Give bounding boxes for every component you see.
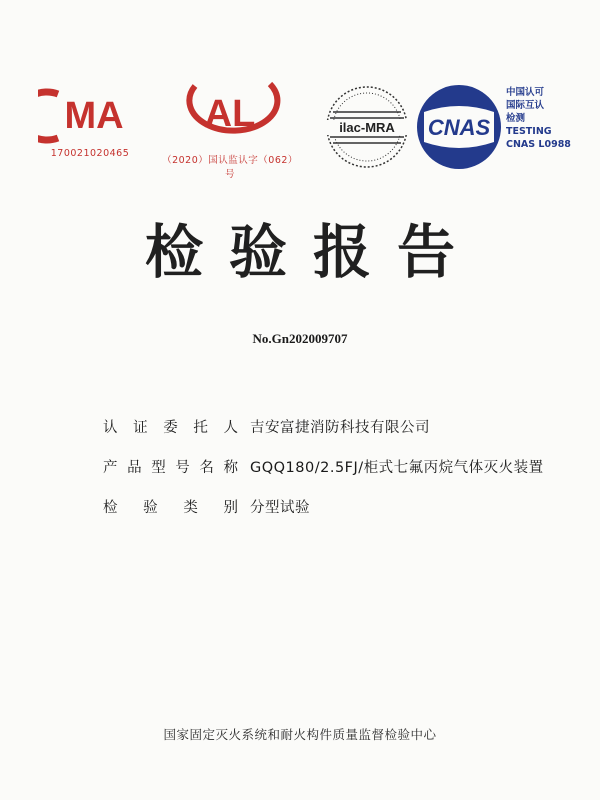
cnas-caption	[506, 86, 600, 151]
info-value-test-type: 分型试验	[250, 500, 310, 516]
info-row-client	[103, 416, 544, 456]
cnas-caption-line: 国际互认	[506, 100, 545, 111]
cal-code: （2020）国认监认字（062）号	[162, 155, 298, 180]
ilac-logo-text: ilac-MRA	[339, 120, 395, 135]
cma-logo	[38, 88, 142, 159]
cnas-caption-line: 检测	[506, 113, 526, 124]
cma-emblem	[38, 88, 142, 144]
info-value-product: GQQ180/2.5FJ/柜式七氟丙烷气体灭火装置	[250, 460, 544, 476]
info-row-product	[103, 456, 544, 496]
cma-code: 170021020465	[50, 148, 130, 159]
cnas-logo	[414, 82, 504, 176]
issuing-authority: 国家固定灭火系统和耐火构件质量监督检验中心	[163, 727, 437, 742]
info-label: 认 证 委 托 人	[103, 420, 238, 436]
cal-emblem	[160, 76, 300, 148]
cnas-logo-text: CNAS	[427, 115, 491, 140]
info-value-client: 吉安富捷消防科技有限公司	[250, 420, 430, 436]
ilac-mra-logo	[320, 82, 414, 176]
cma-logo-text: MA	[64, 95, 124, 137]
report-title: 检验报告	[144, 218, 481, 286]
report-info	[103, 416, 544, 536]
cal-logo-text: AL	[204, 93, 256, 135]
info-label: 检 验 类 别	[103, 500, 238, 516]
cnas-caption-line: TESTING	[506, 126, 552, 137]
cnas-caption-line: CNAS L0988	[506, 139, 571, 150]
report-number: No.Gn202009707	[252, 331, 348, 346]
cnas-emblem	[414, 82, 504, 172]
cal-logo	[160, 76, 300, 180]
ilac-emblem	[320, 82, 414, 172]
info-row-test-type	[103, 496, 544, 536]
cnas-caption-line: 中国认可	[506, 87, 545, 98]
info-label: 产 品 型 号 名 称	[103, 460, 238, 476]
